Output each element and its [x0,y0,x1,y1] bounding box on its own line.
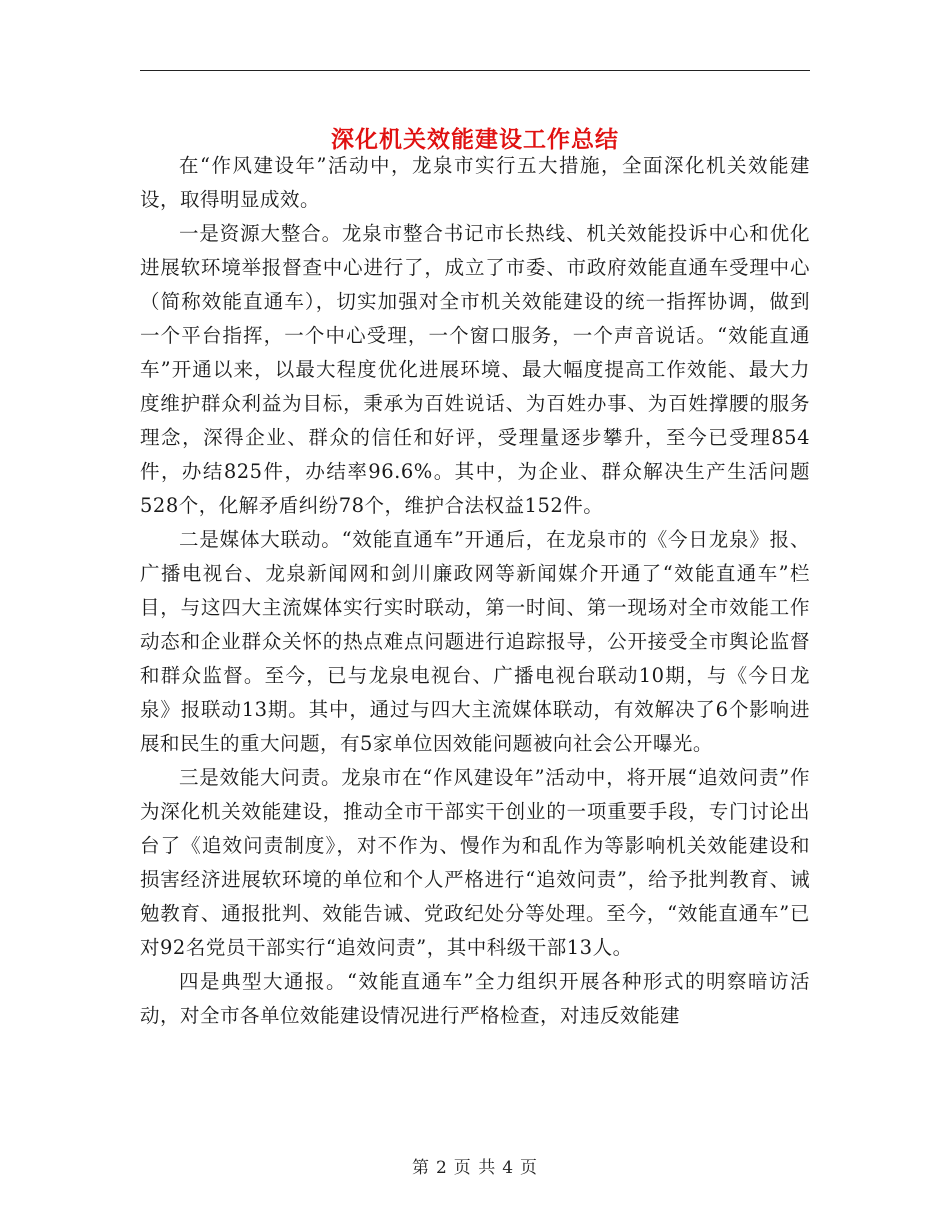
document-title: 深化机关效能建设工作总结 [331,126,619,154]
header-rule [140,70,810,71]
paragraph-accountability: 三是效能大问责。龙泉市在“作风建设年”活动中，将开展“追效问责”作为深化机关效能建设，推动全市干部实干创业的一项重要手段，专门讨论出台了《追效问责制度》，对不作为、慢作为和乱作为等影响机关效能建设和损害经济进展软环境的单位和个人严格进行“追效问责”，给予批判教育、诫勉教育、通报批判、效能告诫、党政纪处分等处理。至今，“效能直通车”已对92名党员干部实行“追效问责”，其中科级干部13人。 [140,766,810,959]
document-body [140,149,810,1033]
paragraph-typical-notification: 四是典型大通报。“效能直通车”全力组织开展各种形式的明察暗访活动，对全市各单位效能建设情况进行严格检查，对违反效能建 [140,970,810,1027]
footer-prefix: 第 [411,1158,430,1178]
footer-total-pages: 4 [502,1158,515,1178]
paragraph-resource-integration: 一是资源大整合。龙泉市整合书记市长热线、机关效能投诉中心和优化进展软环境举报督查中心进行了，成立了市委、市政府效能直通车受理中心（简称效能直通车），切实加强对全市机关效能建设的统一指挥协调，做到一个平台指挥，一个中心受理，一个窗口服务，一个声音说话。“效能直通车”开通以来，以最大程度优化进展环境、最大幅度提高工作效能、最大力度维护群众利益为目标，秉承为百姓说话、为百姓办事、为百姓撑腰的服务理念，深得企业、群众的信任和好评，受理量逐步攀升，至今已受理854件，办结825件，办结率96.6%。其中，为企业、群众解决生产生活问题528个，化解矛盾纠纷78个，维护合法权益152件。 [140,222,810,517]
paragraph-media-linkage: 二是媒体大联动。“效能直通车”开通后，在龙泉市的《今日龙泉》报、广播电视台、龙泉新闻网和剑川廉政网等新闻媒介开通了“效能直通车”栏目，与这四大主流媒体实行实时联动，第一时间、第一现场对全市效能工作动态和企业群众关怀的热点难点问题进行追踪报导，公开接受全市舆论监督和群众监督。至今，已与龙泉电视台、广播电视台联动10期，与《今日龙泉》报联动13期。其中，通过与四大主流媒体联动，有效解决了6个影响进展和民生的重大问题，有5家单位因效能问题被向社会公开曝光。 [140,528,810,755]
footer-middle: 页 共 [453,1158,497,1178]
page-footer [0,1153,950,1178]
paragraph-intro: 在“作风建设年”活动中，龙泉市实行五大措施，全面深化机关效能建设，取得明显成效。 [140,154,810,211]
footer-suffix: 页 [520,1158,539,1178]
footer-current-page: 2 [435,1158,448,1178]
